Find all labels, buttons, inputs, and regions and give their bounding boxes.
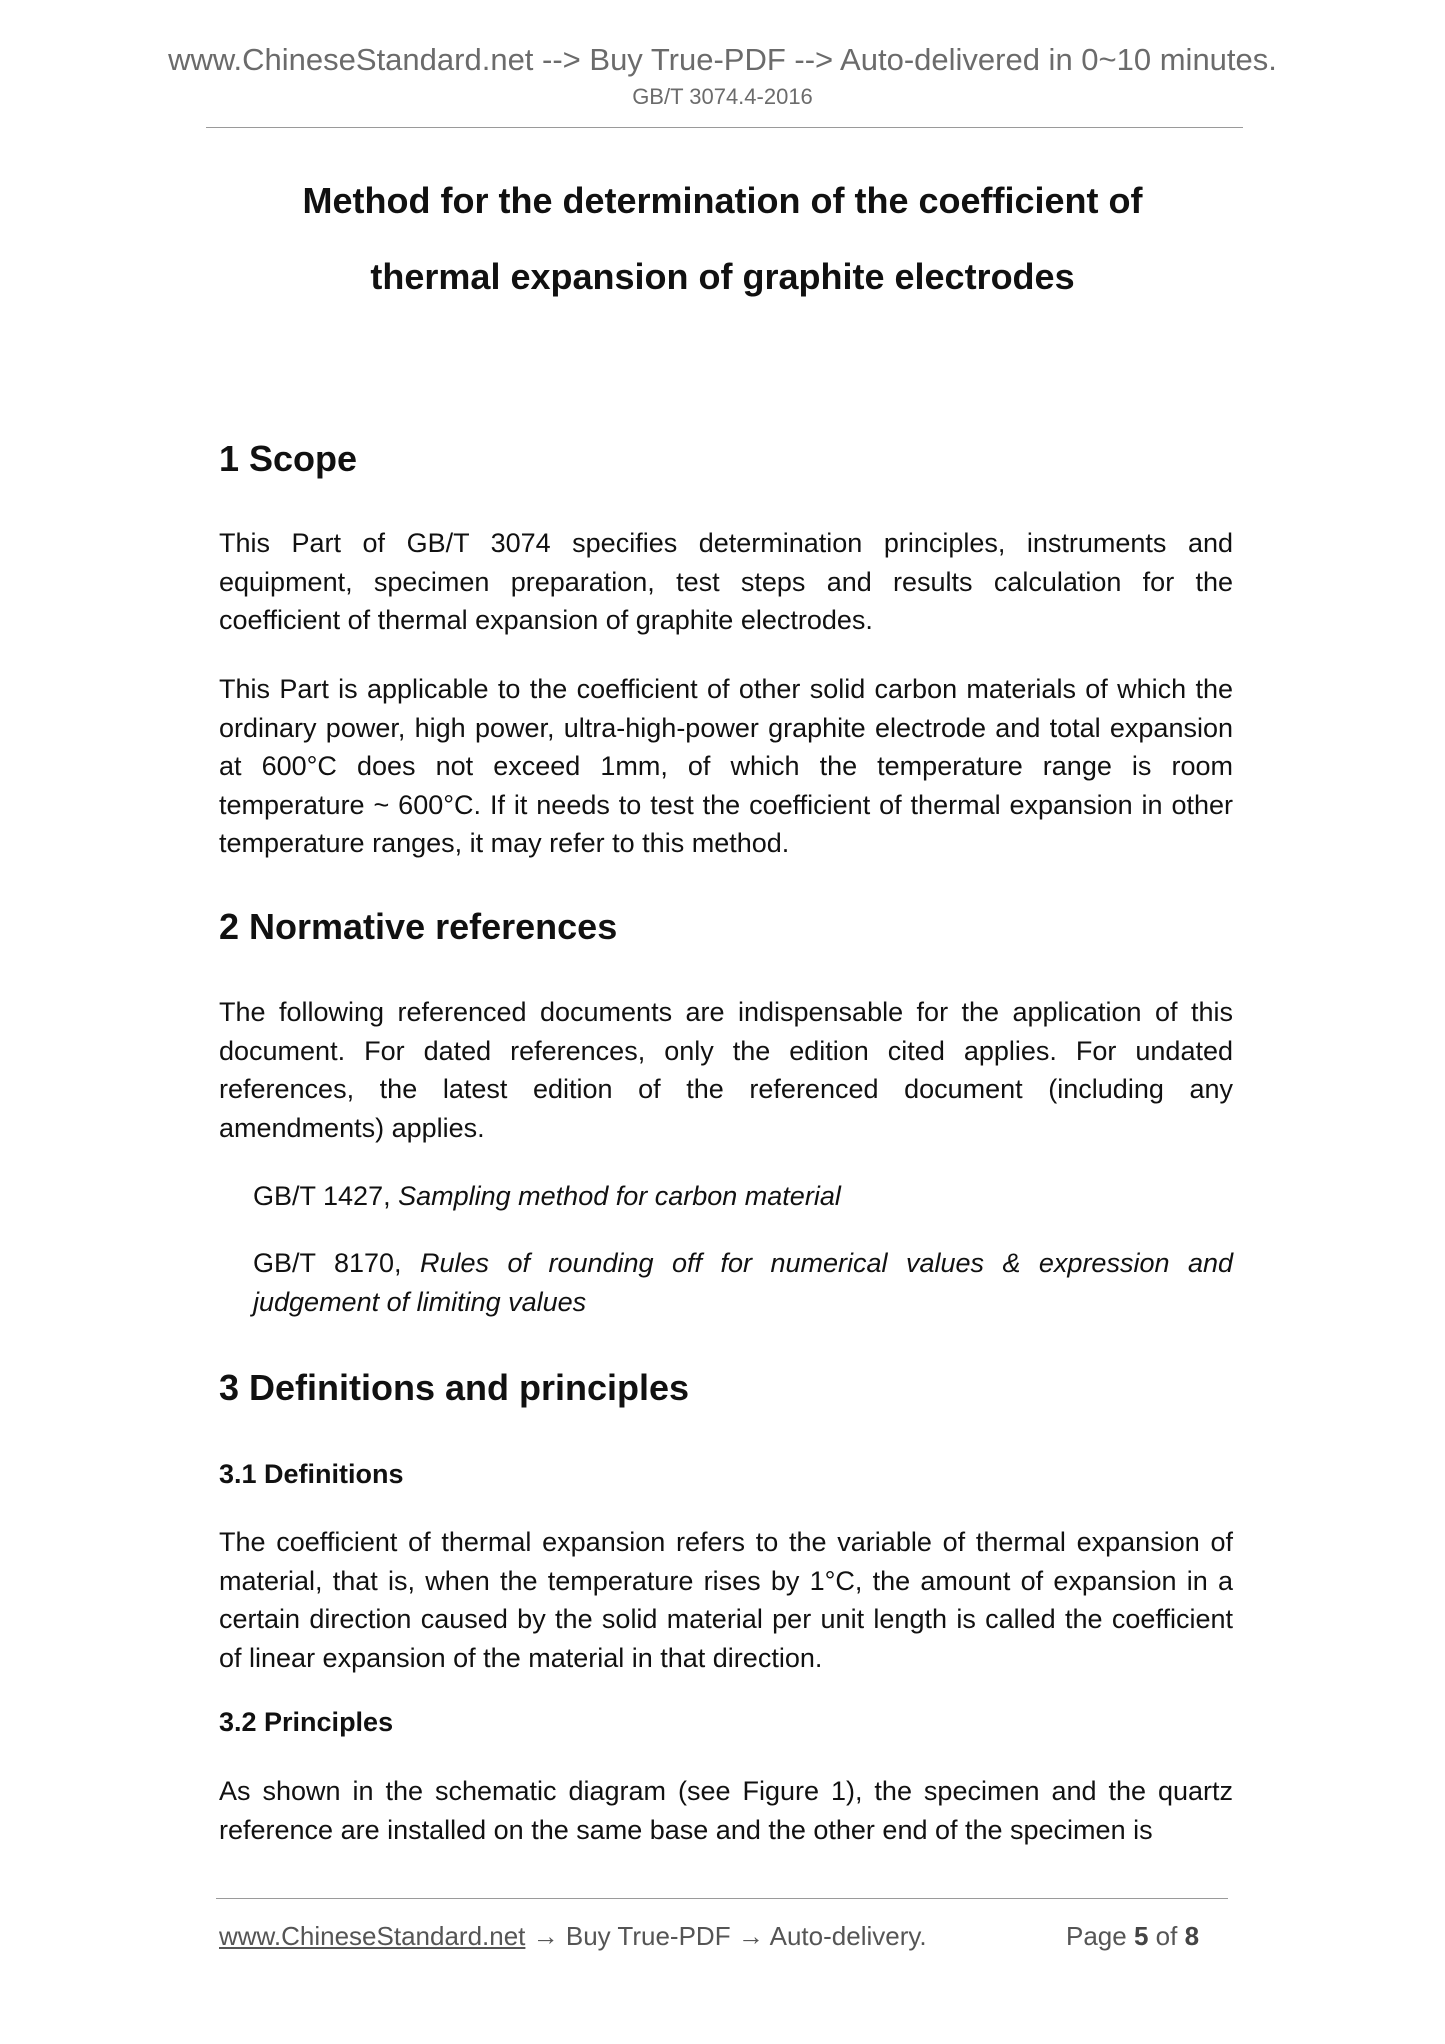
reference-item [253, 1244, 1233, 1321]
scope-paragraph-1: This Part of GB/T 3074 specifies determination principles, instruments and equipment, specimen preparation, test steps and results calculation for the coefficient of thermal expansion of graphite electrodes. [219, 528, 1233, 635]
reference-item [253, 1177, 1233, 1216]
footer-delivery-text: Auto-delivery. [769, 1921, 927, 1951]
page-of: of [1155, 1921, 1178, 1951]
scope-paragraph-2: This Part is applicable to the coefficient of other solid carbon materials of which the ordinary power, high power, ultra-high-power graphite electrode and total expansion at 600°C does not exceed 1mm, of which the temperature range is room temperature ~ 600°C. If it needs to test the coefficient of thermal expansion in other temperature ranges, it may refer to this method. [219, 674, 1233, 858]
page-label: Page [1066, 1921, 1127, 1951]
reference-title: Sampling method for carbon material [398, 1181, 841, 1211]
section-1-heading: 1 Scope [219, 438, 358, 479]
page-total: 8 [1184, 1921, 1200, 1951]
footer-site-link[interactable]: www.ChineseStandard.net [219, 1921, 526, 1951]
section-3-heading: 3 Definitions and principles [219, 1367, 690, 1408]
header-divider [206, 127, 1243, 128]
document-title-line-1: Method for the determination of the coefficient of [302, 180, 1143, 221]
footer-divider [216, 1898, 1228, 1899]
subsection-3-2-heading: 3.2 Principles [219, 1707, 394, 1737]
reference-code: GB/T 8170, [253, 1248, 402, 1278]
arrow-right-icon: → [532, 1921, 559, 1951]
subsection-3-1-heading: 3.1 Definitions [219, 1459, 404, 1489]
document-title-line-2: thermal expansion of graphite electrodes [370, 256, 1075, 297]
page-current: 5 [1133, 1921, 1149, 1951]
reference-code: GB/T 1427, [253, 1181, 391, 1211]
header-banner[interactable]: www.ChineseStandard.net --> Buy True-PDF --> Auto-delivered in 0~10 minutes. [168, 42, 1277, 77]
definitions-paragraph: The coefficient of thermal expansion refers to the variable of thermal expansion of material, that is, when the temperature rises by 1°C, the amount of expansion in a certain direction caused by the solid material per unit length is called the coefficient of linear expansion of the material in that direction. [219, 1527, 1233, 1673]
reference-title: Rules of rounding off for numerical values & expression and judgement of limiting values [253, 1248, 1233, 1317]
footer-buy-text: Buy True-PDF [565, 1921, 731, 1951]
document-number: GB/T 3074.4-2016 [632, 84, 813, 109]
footer-links [219, 1921, 927, 1952]
page-indicator [1066, 1921, 1199, 1952]
principles-paragraph: As shown in the schematic diagram (see Figure 1), the specimen and the quartz reference are installed on the same base and the other end of the specimen is [219, 1776, 1233, 1845]
section-2-heading: 2 Normative references [219, 906, 618, 947]
arrow-right-icon: → [737, 1921, 764, 1951]
normative-references-paragraph: The following referenced documents are indispensable for the application of this document. For dated references, only the edition cited applies. For undated references, the latest edition of the referenced document (including any amendments) applies. [219, 997, 1233, 1143]
